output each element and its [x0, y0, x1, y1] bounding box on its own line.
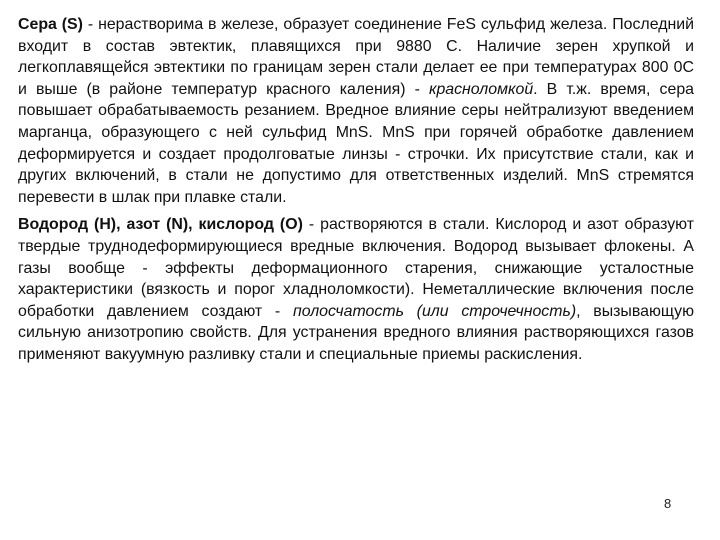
paragraph-sulfur-text-2: . В т.ж. время, сера повышает обрабатываемость резанием. Вредное влияние серы нейтрализуют введением марганца, образующего с ней сульфид MnS. MnS при горячей обработке давлением деформируется и создает продолговатые линзы - строчки. Их присутствие стали, как и других включений, в стали не допустимо для ответственных изделий. MnS стремятся перевести в шлак при плавке стали. [18, 80, 694, 206]
paragraph-gases-text-1: - растворяются в стали. Кислород и азот образуют твердые труднодеформирующиеся вредные включения. Водород вызывает флокены. А газы вообще - эффекты деформационного старения, снижающие усталостные характеристики (вязкость и порог хладноломкости). Неметаллические включения после обработки давлением создают - [18, 216, 694, 320]
paragraph-sulfur-text-1: - нерастворима в железе, образует соединение FeS сульфид железа. Последний входит в состав эвтектик, плавящихся при 9880 С. Наличие зерен хрупкой и легкоплавящейся эвтектики по границам зерен стали делает ее при температурах 800 0С и выше (в районе температур красного каления) - [18, 16, 694, 98]
term-red-shortness: красноломкой [428, 80, 534, 98]
paragraph-gases [18, 214, 694, 365]
paragraph-gases-text-2: , вызывающую сильную анизотропию свойств. Для устранения вредного влияния растворяющихся газов применяют вакуумную разливку стали и специальные приемы раскисления. [18, 302, 694, 363]
term-banding: полосчатость (или строчечность) [292, 302, 577, 320]
document-page [18, 14, 694, 372]
term-sulfur: Сера (S) [18, 16, 83, 33]
page-number: 8 [664, 496, 672, 511]
term-gases: Водород (Н), азот (N), кислород (О) [18, 216, 303, 234]
paragraph-sulfur [18, 14, 694, 208]
